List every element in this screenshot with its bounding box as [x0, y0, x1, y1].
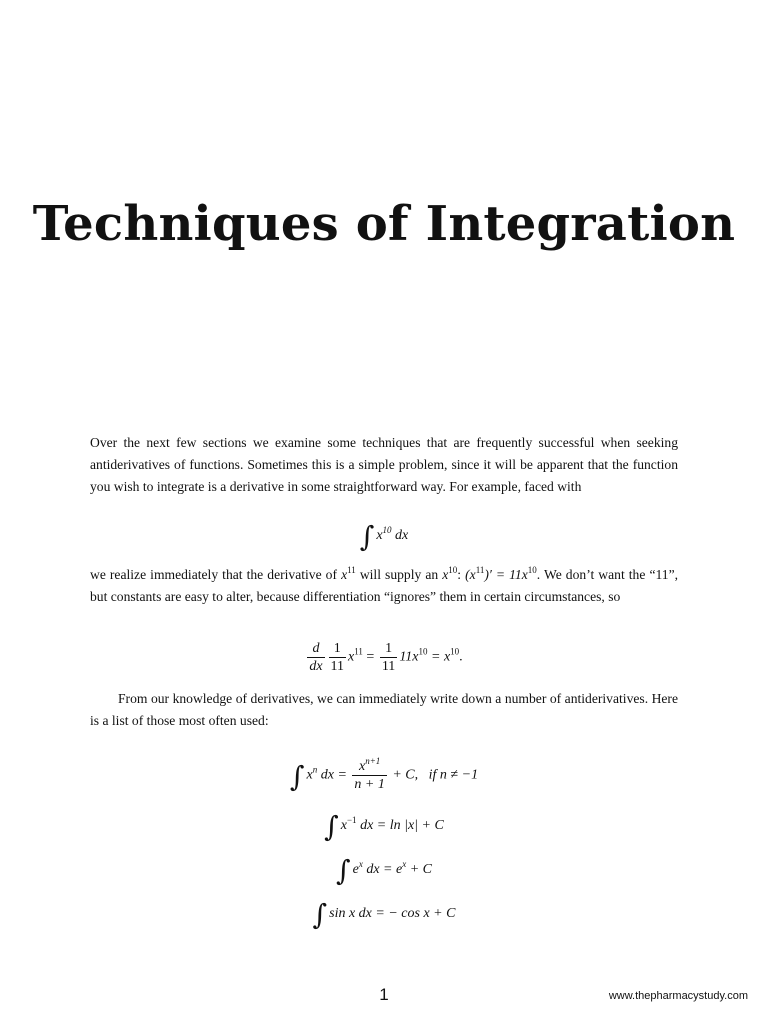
formula-reciprocal: ∫ $x^{-1}$ dx = ln |x| + C — [324, 810, 444, 843]
intro-paragraph: Over the next few sections we examine some techniques that are frequently successful when seeking antiderivatives of functions. Sometimes this is a simple problem, since it will be apparent that the function you wish to integrate is a derivative in some straightforward way. For example, faced with — [90, 435, 678, 494]
formula-sine: ∫ sin x dx = − cos x + C — [312, 898, 456, 931]
page-title: Techniques of Integration — [32, 196, 736, 252]
integral-sign-icon: ∫ — [336, 854, 351, 887]
derivative-paragraph: we realize immediately that the derivative of $x^{11}$ will supply an $x^{10}$: $(x^{11})' = 11x^{10}$. We don’t want the “11”, but constants are easy to alter, because differentiation “ignores” them in certain circumstances, so — [90, 565, 678, 604]
derivative-equation: $\frac{d}{dx}$ $\frac{1}{11}$ $x^{11}$ = $\frac{1}{11}$ $11x^{10} = x^{10}$. — [309, 641, 463, 674]
integral-sign-icon: ∫ — [359, 520, 375, 553]
page-number: 1 — [379, 985, 389, 1004]
watermark-link[interactable]: www.thepharmacystudy.com — [608, 990, 748, 1002]
integral-sign-icon: ∫ — [312, 898, 328, 931]
formula-power-rule: ∫ $x^n$ dx = $\frac{x^{n+1}}{n + 1}$ + C, if n ≠ −1 — [289, 756, 479, 793]
formula-exponential: ∫ $e^x$ dx = $e^x + C$ — [336, 854, 432, 887]
integral-sign-icon: ∫ — [324, 810, 339, 843]
list-intro-paragraph: From our knowledge of derivatives, we can immediately write down a number of antiderivatives. Here is a list of those most often used: — [90, 691, 678, 728]
integral-example: ∫ $x^{10}$ dx — [359, 520, 409, 553]
integral-sign-icon: ∫ — [289, 759, 305, 793]
